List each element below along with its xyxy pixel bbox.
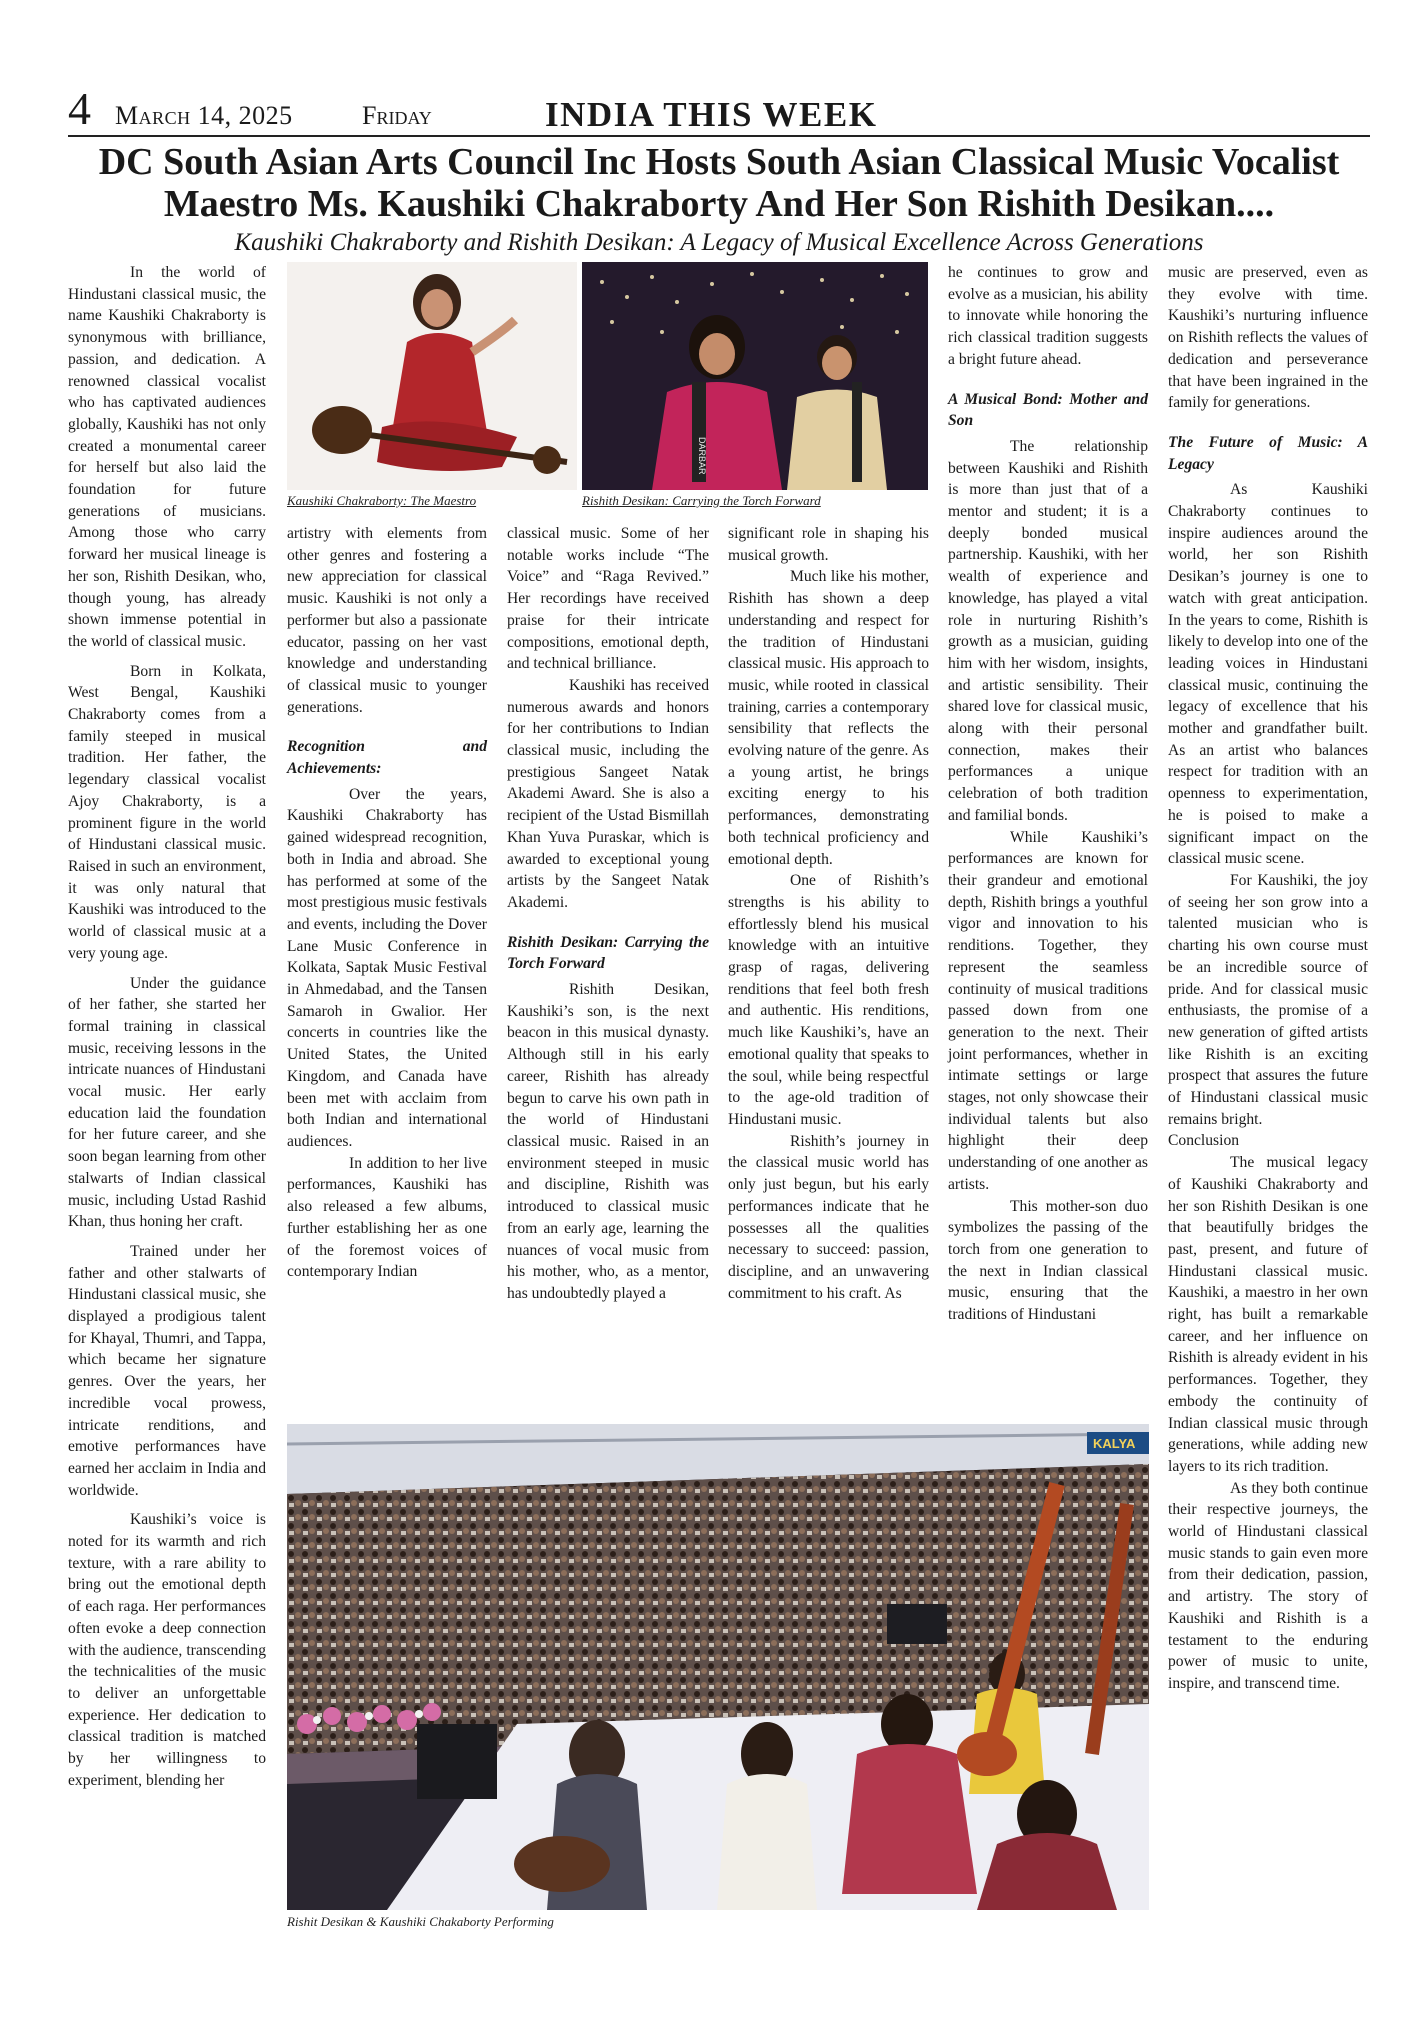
- photo-2-caption: Rishith Desikan: Carrying the Torch Forward: [582, 493, 821, 508]
- paragraph: Kaushiki’s voice is noted for its warmth and rich texture, with a rare ability to bring out the emotional depth of each raga. Her performances often evoke a deep connection with the audience, transcending the technicalities of the music to deliver an unforgettable experience. Her dedication to classical tradition is matched by her willingness to experiment, blending her: [68, 1511, 266, 1789]
- mic-label: DARBAR: [697, 437, 707, 475]
- page-number: 4: [68, 83, 91, 134]
- paragraph: Rishith Desikan, Kaushiki’s son, is the next beacon in this musical dynasty. Although still in his early career, Rishith has already begun to carve his own path in the world of Hindustani classical music. Raised in an environment steeped in music and discipline, Rishith was introduced to classical music from an early age, learning the nuances of vocal music from his mother, who, as a mentor, has undoubtedly played a: [507, 981, 709, 1302]
- paragraph: music are preserved, even as they evolve with time. Kaushiki’s nurturing influence on Rishith reflects the values of dedication and perseverance that have been ingrained in the family for generations.: [1168, 264, 1368, 412]
- section-heading-future: The Future of Music: A Legacy: [1168, 433, 1368, 473]
- column-4: [728, 523, 929, 1304]
- column-3: [507, 523, 709, 1305]
- column-2: [287, 523, 487, 1283]
- column-6: [1168, 262, 1368, 1695]
- paragraph: One of Rishith’s strengths is his ability to effortlessly blend his musical knowledge with an intuitive grasp of ragas, delivering renditions that feel both fresh and authentic. His renditions, much like Kaushiki’s, have an emotional quality that speaks to the soul, while being respectful to the age-old tradition of Hindustani music.: [728, 872, 929, 1128]
- photo-stage-duet: [582, 262, 928, 490]
- paragraph: In addition to her live performances, Kaushiki has also released a few albums, further establishing her as one of the foremost voices of contemporary Indian: [287, 1154, 487, 1281]
- photo-3-caption: Rishit Desikan & Kaushiki Chakaborty Performing: [287, 1914, 554, 1929]
- headline: DC South Asian Arts Council Inc Hosts South Asian Classical Music Vocalist Maestro Ms. Kaushiki Chakraborty And Her Son Rishith Desikan....: [98, 141, 1340, 225]
- paragraph: Under the guidance of her father, she started her formal training in classical music, receiving lessons in the intricate nuances of Hindustani vocal music. Her early education laid the foundation for her future career, and she soon began learning from other stalwarts of Indian classical music, including Ustad Rashid Khan, thus honing her craft.: [68, 974, 266, 1231]
- conclusion-label: Conclusion: [1168, 1132, 1240, 1150]
- paragraph: Born in Kolkata, West Bengal, Kaushiki Chakraborty comes from a family steeped in musical tradition. Her father, the legendary classical vocalist Ajoy Chakraborty, is a prominent figure in the world of Hindustani classical music. Raised in such an environment, it was only natural that Kaushiki was introduced to the world of classical music at a very young age.: [68, 662, 266, 962]
- photo-kaushiki-veena: [287, 262, 577, 490]
- issue-day: Friday: [362, 101, 432, 130]
- paragraph: Much like his mother, Rishith has shown a deep understanding and respect for the tradition of Hindustani classical music. His approach to music, while rooted in classical training, carries a contemporary sensibility that reflects the evolving nature of the genre. As a young artist, he brings exciting energy to his performances, demonstrating both technical proficiency and emotional depth.: [728, 568, 929, 868]
- paragraph: classical music. Some of her notable works include “The Voice” and “Raga Revived.” Her recordings have received praise for their intricate compositions, emotional depth, and technical brilliance.: [507, 525, 709, 673]
- paragraph: The musical legacy of Kaushiki Chakraborty and her son Rishith Desikan is one that beautifully bridges the past, present, and future of Hindustani classical music. Kaushiki, a maestro in her own right, has built a remarkable career, and her influence on Rishith is already evident in his performances. Together, they embody the continuity of Indian classical music through generations, while adding new layers to its rich tradition.: [1168, 1154, 1368, 1475]
- photo-concert-performance: [287, 1424, 1149, 1910]
- paragraph: Trained under her father and other stalwarts of Hindustani classical music, she displayed a prodigious talent for Khayal, Thumri, and Tappa, which became her signature genres. Over the years, her incredible vocal prowess, intricate renditions, and emotive performances have earned her acclaim in India and worldwide.: [68, 1242, 266, 1499]
- paragraph: As Kaushiki Chakraborty continues to inspire audiences around the world, her son Rishith Desikan’s journey is one to watch with great anticipation. In the years to come, Rishith is likely to develop into one of the leading voices in Hindustani classical music, continuing the legacy of excellence that his mother and grandfather built. As an artist who balances respect for tradition with an openness to experimentation, he is poised to make a significant impact on the classical music scene.: [1168, 481, 1368, 868]
- stage-banner-text: KALYA: [1093, 1436, 1136, 1451]
- issue-date: March 14, 2025: [115, 101, 293, 130]
- paragraph: Kaushiki has received numerous awards and honors for her contributions to Indian classical music, including the prestigious Sangeet Natak Akademi Award. She is also a recipient of the Ustad Bismillah Khan Yuva Puraskar, which is awarded to exceptional young artists by the Sangeet Natak Akademi.: [507, 676, 709, 911]
- paragraph: For Kaushiki, the joy of seeing her son grow into a talented musician who is charting his own course must be an incredible source of pride. And for classical music enthusiasts, the promise of a new generation of gifted artists like Rishith is an exciting prospect that assures the future of Hindustani classical music remains bright.: [1168, 871, 1368, 1128]
- publication-name: INDIA THIS WEEK: [545, 95, 878, 134]
- photo-1-caption: Kaushiki Chakraborty: The Maestro: [287, 493, 477, 508]
- section-heading-recognition: Recognition and Achievements:: [287, 738, 487, 778]
- header-rule: [68, 135, 1370, 137]
- column-1: [68, 262, 266, 1792]
- paragraph: As they both continue their respective journeys, the world of Hindustani classical music stands to gain even more from their dedication, passion, and artistry. The story of Kaushiki and Rishith is a testament to the enduring power of music to unite, inspire, and transcend time.: [1168, 1479, 1368, 1692]
- paragraph: significant role in shaping his musical growth.: [728, 525, 929, 564]
- paragraph: In the world of Hindustani classical music, the name Kaushiki Chakraborty is synonymous with brilliance, passion, and dedication. A renowned classical vocalist who has captivated audiences globally, Kaushiki has not only created a monumental career for herself but also laid the foundation for future generations of musicians. Among those who carry forward her musical lineage is her son, Rishith Desikan, who, though young, has already shown immense potential in the world of classical music.: [68, 264, 266, 650]
- section-heading-rishith: Rishith Desikan: Carrying the Torch Forward: [507, 933, 709, 973]
- paragraph: The relationship between Kaushiki and Rishith is more than just that of a mentor and student; it is a deeply bonded musical partnership. Kaushiki, with her wealth of experience and knowledge, has played a vital role in nurturing Rishith’s growth as a musician, guiding him with her wisdom, insights, and artistic sensibility. Their shared love for classical music, along with their personal connection, makes their performances a unique celebration of both tradition and familial bonds.: [948, 437, 1148, 824]
- paragraph: This mother-son duo symbolizes the passing of the torch from one generation to the next in Indian classical music, ensuring that the traditions of Hindustani: [948, 1197, 1148, 1324]
- paragraph: artistry with elements from other genres and fostering a new appreciation for classical music. Kaushiki is not only a performer but also a passionate educator, passing on her vast knowledge and understanding of classical music to younger generations.: [287, 525, 487, 716]
- subheadline: Kaushiki Chakraborty and Rishith Desikan: A Legacy of Musical Excellence Across Generations: [234, 229, 1204, 256]
- section-heading-bond: A Musical Bond: Mother and Son: [948, 390, 1148, 430]
- paragraph: While Kaushiki’s performances are known for their grandeur and emotional depth, Rishith brings a youthful vigor and innovation to his renditions. Together, they represent the seamless continuity of musical traditions passed down from one generation to the next. Their joint performances, whether in intimate settings or large stages, not only showcase their individual talents but also highlight their deep understanding of one another as artists.: [948, 828, 1148, 1193]
- paragraph: Over the years, Kaushiki Chakraborty has gained widespread recognition, both in India and abroad. She has performed at some of the most prestigious music festivals and events, including the Dover Lane Music Conference in Kolkata, Saptak Music Festival in Ahmedabad, and the Tansen Samaroh in Gwalior. Her concerts in countries like the United States, the United Kingdom, and Canada have been met with acclaim from both Indian and international audiences.: [287, 785, 487, 1150]
- column-5: [948, 262, 1148, 1326]
- paragraph: Rishith’s journey in the classical music world has only just begun, but his early performances indicate that he possesses all the qualities necessary to succeed: passion, discipline, and an unwavering commitment to his craft. As: [728, 1132, 929, 1302]
- paragraph: he continues to grow and evolve as a musician, his ability to innovate while honoring the rich classical tradition suggests a bright future ahead.: [948, 264, 1148, 368]
